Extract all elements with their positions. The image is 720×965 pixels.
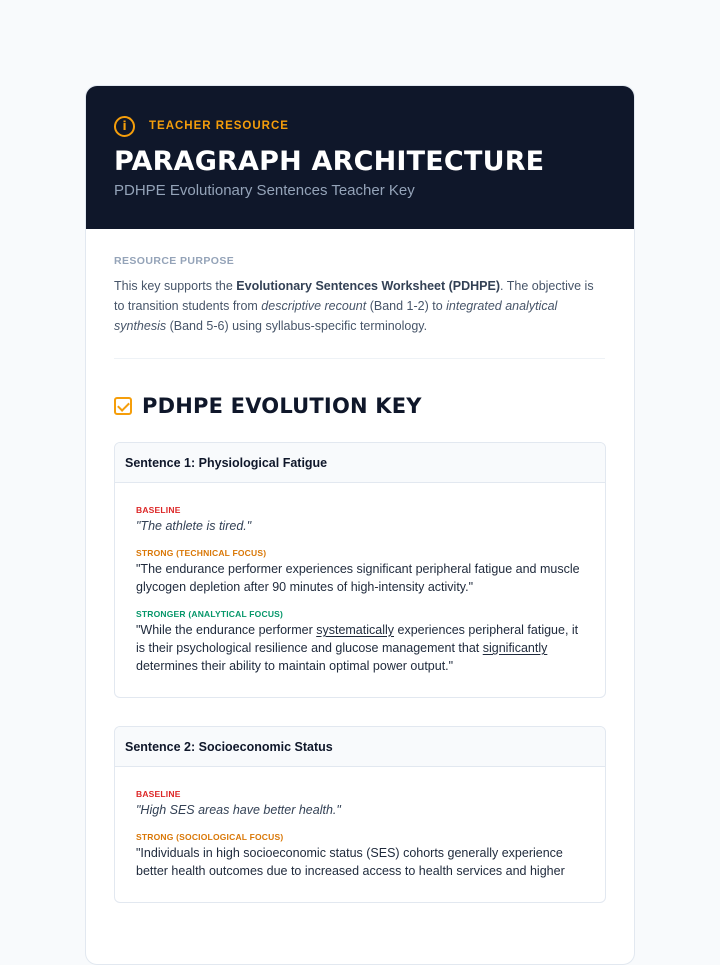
strong-block — [136, 832, 584, 880]
baseline-label: BASELINE — [136, 789, 181, 799]
underlined-adverb: systematically — [316, 623, 395, 637]
page-subtitle: PDHPE Evolutionary Sentences Teacher Key — [114, 182, 415, 199]
purpose-label: RESOURCE PURPOSE — [114, 255, 235, 267]
card-body — [86, 229, 634, 903]
purpose-text — [114, 276, 594, 336]
stronger-text — [136, 621, 584, 675]
strong-label: STRONG (TECHNICAL FOCUS) — [136, 548, 267, 558]
worksheet-name: Evolutionary Sentences Worksheet (PDHPE) — [236, 279, 501, 293]
divider — [114, 358, 605, 359]
stronger-text-part: determines their ability to maintain optimal power output." — [136, 659, 454, 673]
page-title: PARAGRAPH ARCHITECTURE — [114, 146, 545, 177]
eyebrow-label: TEACHER RESOURCE — [149, 120, 289, 132]
sentence-card-2 — [114, 726, 606, 903]
header-banner — [86, 86, 634, 229]
purpose-text-part: (Band 1-2) to — [366, 299, 447, 313]
stronger-block — [136, 609, 584, 675]
baseline-text: "The athlete is tired." — [136, 519, 252, 533]
baseline-label: BASELINE — [136, 505, 181, 515]
section-title: PDHPE EVOLUTION KEY — [142, 394, 422, 418]
purpose-text-part: (Band 5-6) using syllabus-specific terminology. — [166, 319, 428, 333]
sentence-heading: Sentence 2: Socioeconomic Status — [115, 727, 605, 767]
eyebrow-row — [114, 114, 606, 138]
info-icon: i — [114, 116, 135, 137]
strong-label: STRONG (SOCIOLOGICAL FOCUS) — [136, 832, 284, 842]
purpose-text-part: . The objective is to transition students from — [114, 279, 594, 313]
checkbox-icon — [114, 397, 132, 415]
sentence-body — [115, 767, 605, 902]
strong-block — [136, 548, 584, 596]
baseline-block — [136, 505, 584, 535]
baseline-block — [136, 789, 584, 819]
descriptive-recount-term: descriptive recount — [261, 299, 367, 313]
underlined-adverb: significantly — [482, 641, 548, 655]
sentence-card-1 — [114, 442, 606, 698]
purpose-text-part: This key supports the — [114, 279, 237, 293]
stronger-text-part: "While the endurance performer — [136, 623, 317, 637]
analytical-synthesis-term: integrated analytical synthesis — [114, 299, 558, 333]
section-header — [114, 394, 606, 418]
stronger-label: STRONGER (ANALYTICAL FOCUS) — [136, 609, 284, 619]
strong-text: "Individuals in high socioeconomic status (SES) cohorts generally experience better health outcomes due to increased access to health services and higher — [136, 846, 565, 878]
sentence-body — [115, 483, 605, 697]
sentence-heading: Sentence 1: Physiological Fatigue — [115, 443, 605, 483]
baseline-text: "High SES areas have better health." — [136, 803, 341, 817]
resource-card — [85, 85, 635, 965]
strong-text: "The endurance performer experiences significant peripheral fatigue and muscle glycogen depletion after 90 minutes of high-intensity activity." — [136, 562, 580, 594]
stronger-text-part: experiences peripheral fatigue, it is their psychological resilience and glucose management that — [136, 623, 579, 655]
